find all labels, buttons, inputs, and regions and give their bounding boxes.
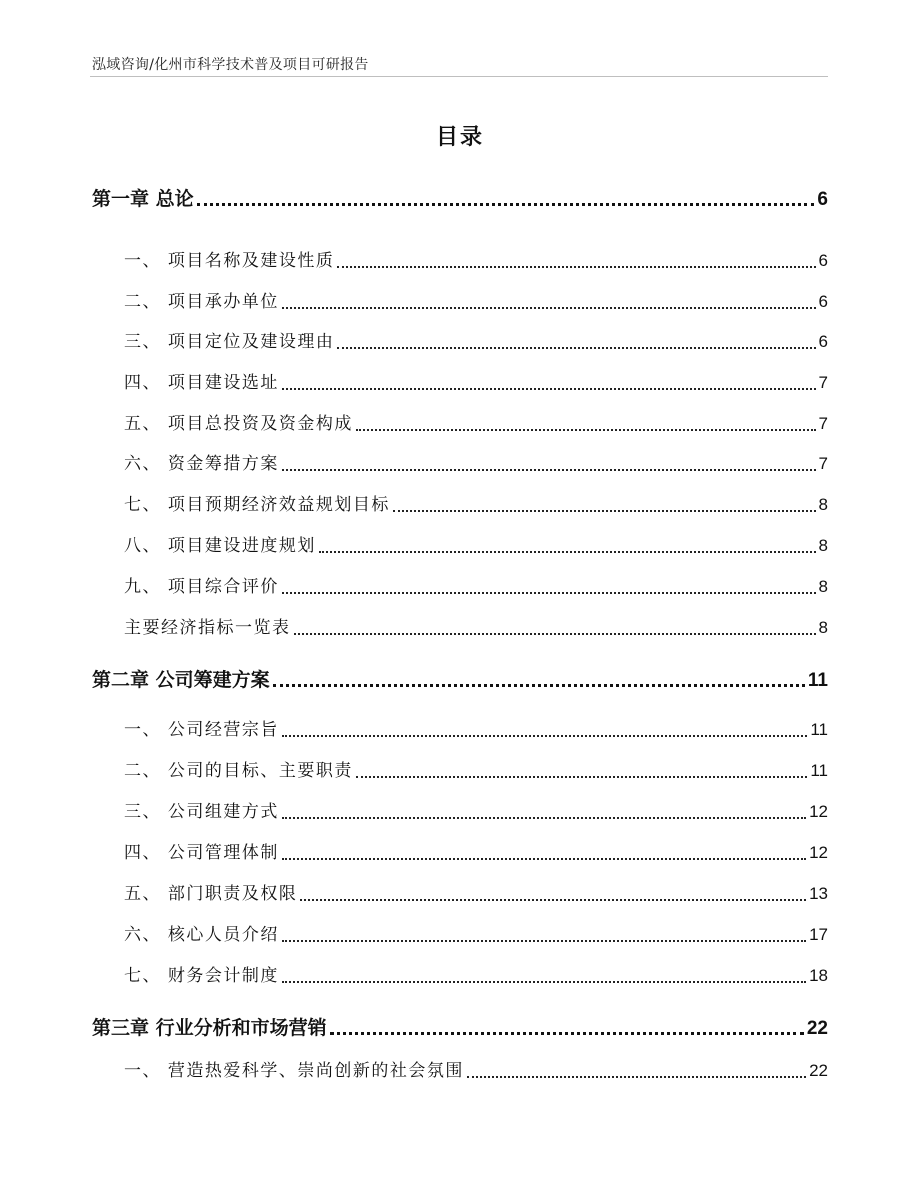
toc-leader-dots xyxy=(319,551,816,553)
toc-leader-dots xyxy=(282,388,816,390)
toc-page-number: 11 xyxy=(810,720,828,739)
toc-section-entry[interactable] xyxy=(124,879,828,907)
toc-page-number: 7 xyxy=(818,454,828,473)
toc-section-entry[interactable] xyxy=(124,368,828,396)
toc-leader-dots xyxy=(282,940,806,942)
page-header: 泓域咨询/化州市科学技术普及项目可研报告 xyxy=(92,57,369,73)
toc-section-entry[interactable] xyxy=(124,920,828,948)
toc-page-number: 12 xyxy=(809,802,828,821)
toc-leader-dots xyxy=(467,1076,806,1078)
toc-leader-dots xyxy=(356,429,816,431)
toc-leader-dots xyxy=(337,266,815,268)
toc-entry-label: 九、 项目综合评价 xyxy=(124,577,279,597)
toc-entry-label: 主要经济指标一览表 xyxy=(124,618,291,638)
toc-leader-dots xyxy=(282,592,816,594)
toc-entry-label: 一、 项目名称及建设性质 xyxy=(124,251,335,271)
toc-page-number: 12 xyxy=(809,843,828,862)
toc-page-number: 11 xyxy=(810,761,828,780)
toc-section-entry[interactable] xyxy=(124,613,828,641)
toc-section-entry[interactable] xyxy=(124,715,828,743)
toc-leader-dots xyxy=(282,307,816,309)
toc-page-number: 22 xyxy=(809,1061,828,1080)
toc-leader-dots xyxy=(282,735,807,737)
toc-section-entry[interactable] xyxy=(124,246,828,274)
toc-page-number: 18 xyxy=(809,966,828,985)
toc-entry-label: 三、 公司组建方式 xyxy=(124,802,279,822)
toc-leader-dots xyxy=(330,1032,804,1035)
toc-page-number: 6 xyxy=(818,292,828,311)
header-divider xyxy=(90,76,828,77)
toc-leader-dots xyxy=(197,203,815,206)
toc-section-entry[interactable] xyxy=(124,1056,828,1084)
toc-title: 目录 xyxy=(435,125,484,150)
toc-entry-label: 八、 项目建设进度规划 xyxy=(124,536,316,556)
toc-page-number: 8 xyxy=(818,618,828,637)
toc-chapter-entry[interactable] xyxy=(92,1013,828,1041)
toc-page-number: 8 xyxy=(818,577,828,596)
toc-entry-label: 四、 项目建设选址 xyxy=(124,373,279,393)
toc-section-entry[interactable] xyxy=(124,287,828,315)
toc-section-entry[interactable] xyxy=(124,797,828,825)
toc-page-number: 7 xyxy=(818,373,828,392)
toc-entry-label: 五、 项目总投资及资金构成 xyxy=(124,414,353,434)
toc-page-number: 8 xyxy=(818,536,828,555)
toc-page-number: 7 xyxy=(818,414,828,433)
toc-entry-label: 五、 部门职责及权限 xyxy=(124,884,298,904)
toc-page-number: 6 xyxy=(817,189,828,210)
toc-section-entry[interactable] xyxy=(124,490,828,518)
toc-section-entry[interactable] xyxy=(124,409,828,437)
toc-entry-label: 四、 公司管理体制 xyxy=(124,843,279,863)
toc-entry-label: 一、 营造热爱科学、崇尚创新的社会氛围 xyxy=(124,1061,464,1081)
toc-entry-label: 三、 项目定位及建设理由 xyxy=(124,332,335,352)
toc-chapter-entry[interactable] xyxy=(92,184,828,212)
toc-entry-label: 一、 公司经营宗旨 xyxy=(124,720,279,740)
toc-leader-dots xyxy=(282,981,806,983)
toc-section-entry[interactable] xyxy=(124,531,828,559)
toc-section-entry[interactable] xyxy=(124,961,828,989)
toc-entry-label: 第三章 行业分析和市场营销 xyxy=(92,1017,327,1039)
toc-page-number: 11 xyxy=(807,670,828,691)
toc-entry-label: 二、 公司的目标、主要职责 xyxy=(124,761,353,781)
toc-leader-dots xyxy=(273,684,805,687)
toc-section-entry[interactable] xyxy=(124,756,828,784)
toc-page-number: 6 xyxy=(818,251,828,270)
toc-page-number: 13 xyxy=(809,884,828,903)
toc-entry-label: 七、 财务会计制度 xyxy=(124,966,279,986)
toc-leader-dots xyxy=(337,347,815,349)
toc-leader-dots xyxy=(282,469,816,471)
toc-entry-label: 七、 项目预期经济效益规划目标 xyxy=(124,495,390,515)
toc-leader-dots xyxy=(300,899,806,901)
toc-leader-dots xyxy=(294,633,816,635)
toc-page-number: 8 xyxy=(818,495,828,514)
toc-section-entry[interactable] xyxy=(124,449,828,477)
toc-entry-label: 第一章 总论 xyxy=(92,188,194,210)
toc-page-number: 17 xyxy=(809,925,828,944)
toc-page-number: 22 xyxy=(806,1018,828,1039)
toc-leader-dots xyxy=(282,817,806,819)
toc-entry-label: 第二章 公司筹建方案 xyxy=(92,669,270,691)
toc-leader-dots xyxy=(393,510,816,512)
toc-section-entry[interactable] xyxy=(124,572,828,600)
toc-page-number: 6 xyxy=(818,332,828,351)
toc-leader-dots xyxy=(356,776,807,778)
toc-entry-label: 六、 资金筹措方案 xyxy=(124,454,279,474)
toc-chapter-entry[interactable] xyxy=(92,665,828,693)
toc-entry-label: 六、 核心人员介绍 xyxy=(124,925,279,945)
toc-section-entry[interactable] xyxy=(124,838,828,866)
toc-leader-dots xyxy=(282,858,806,860)
toc-entry-label: 二、 项目承办单位 xyxy=(124,292,279,312)
toc-section-entry[interactable] xyxy=(124,327,828,355)
